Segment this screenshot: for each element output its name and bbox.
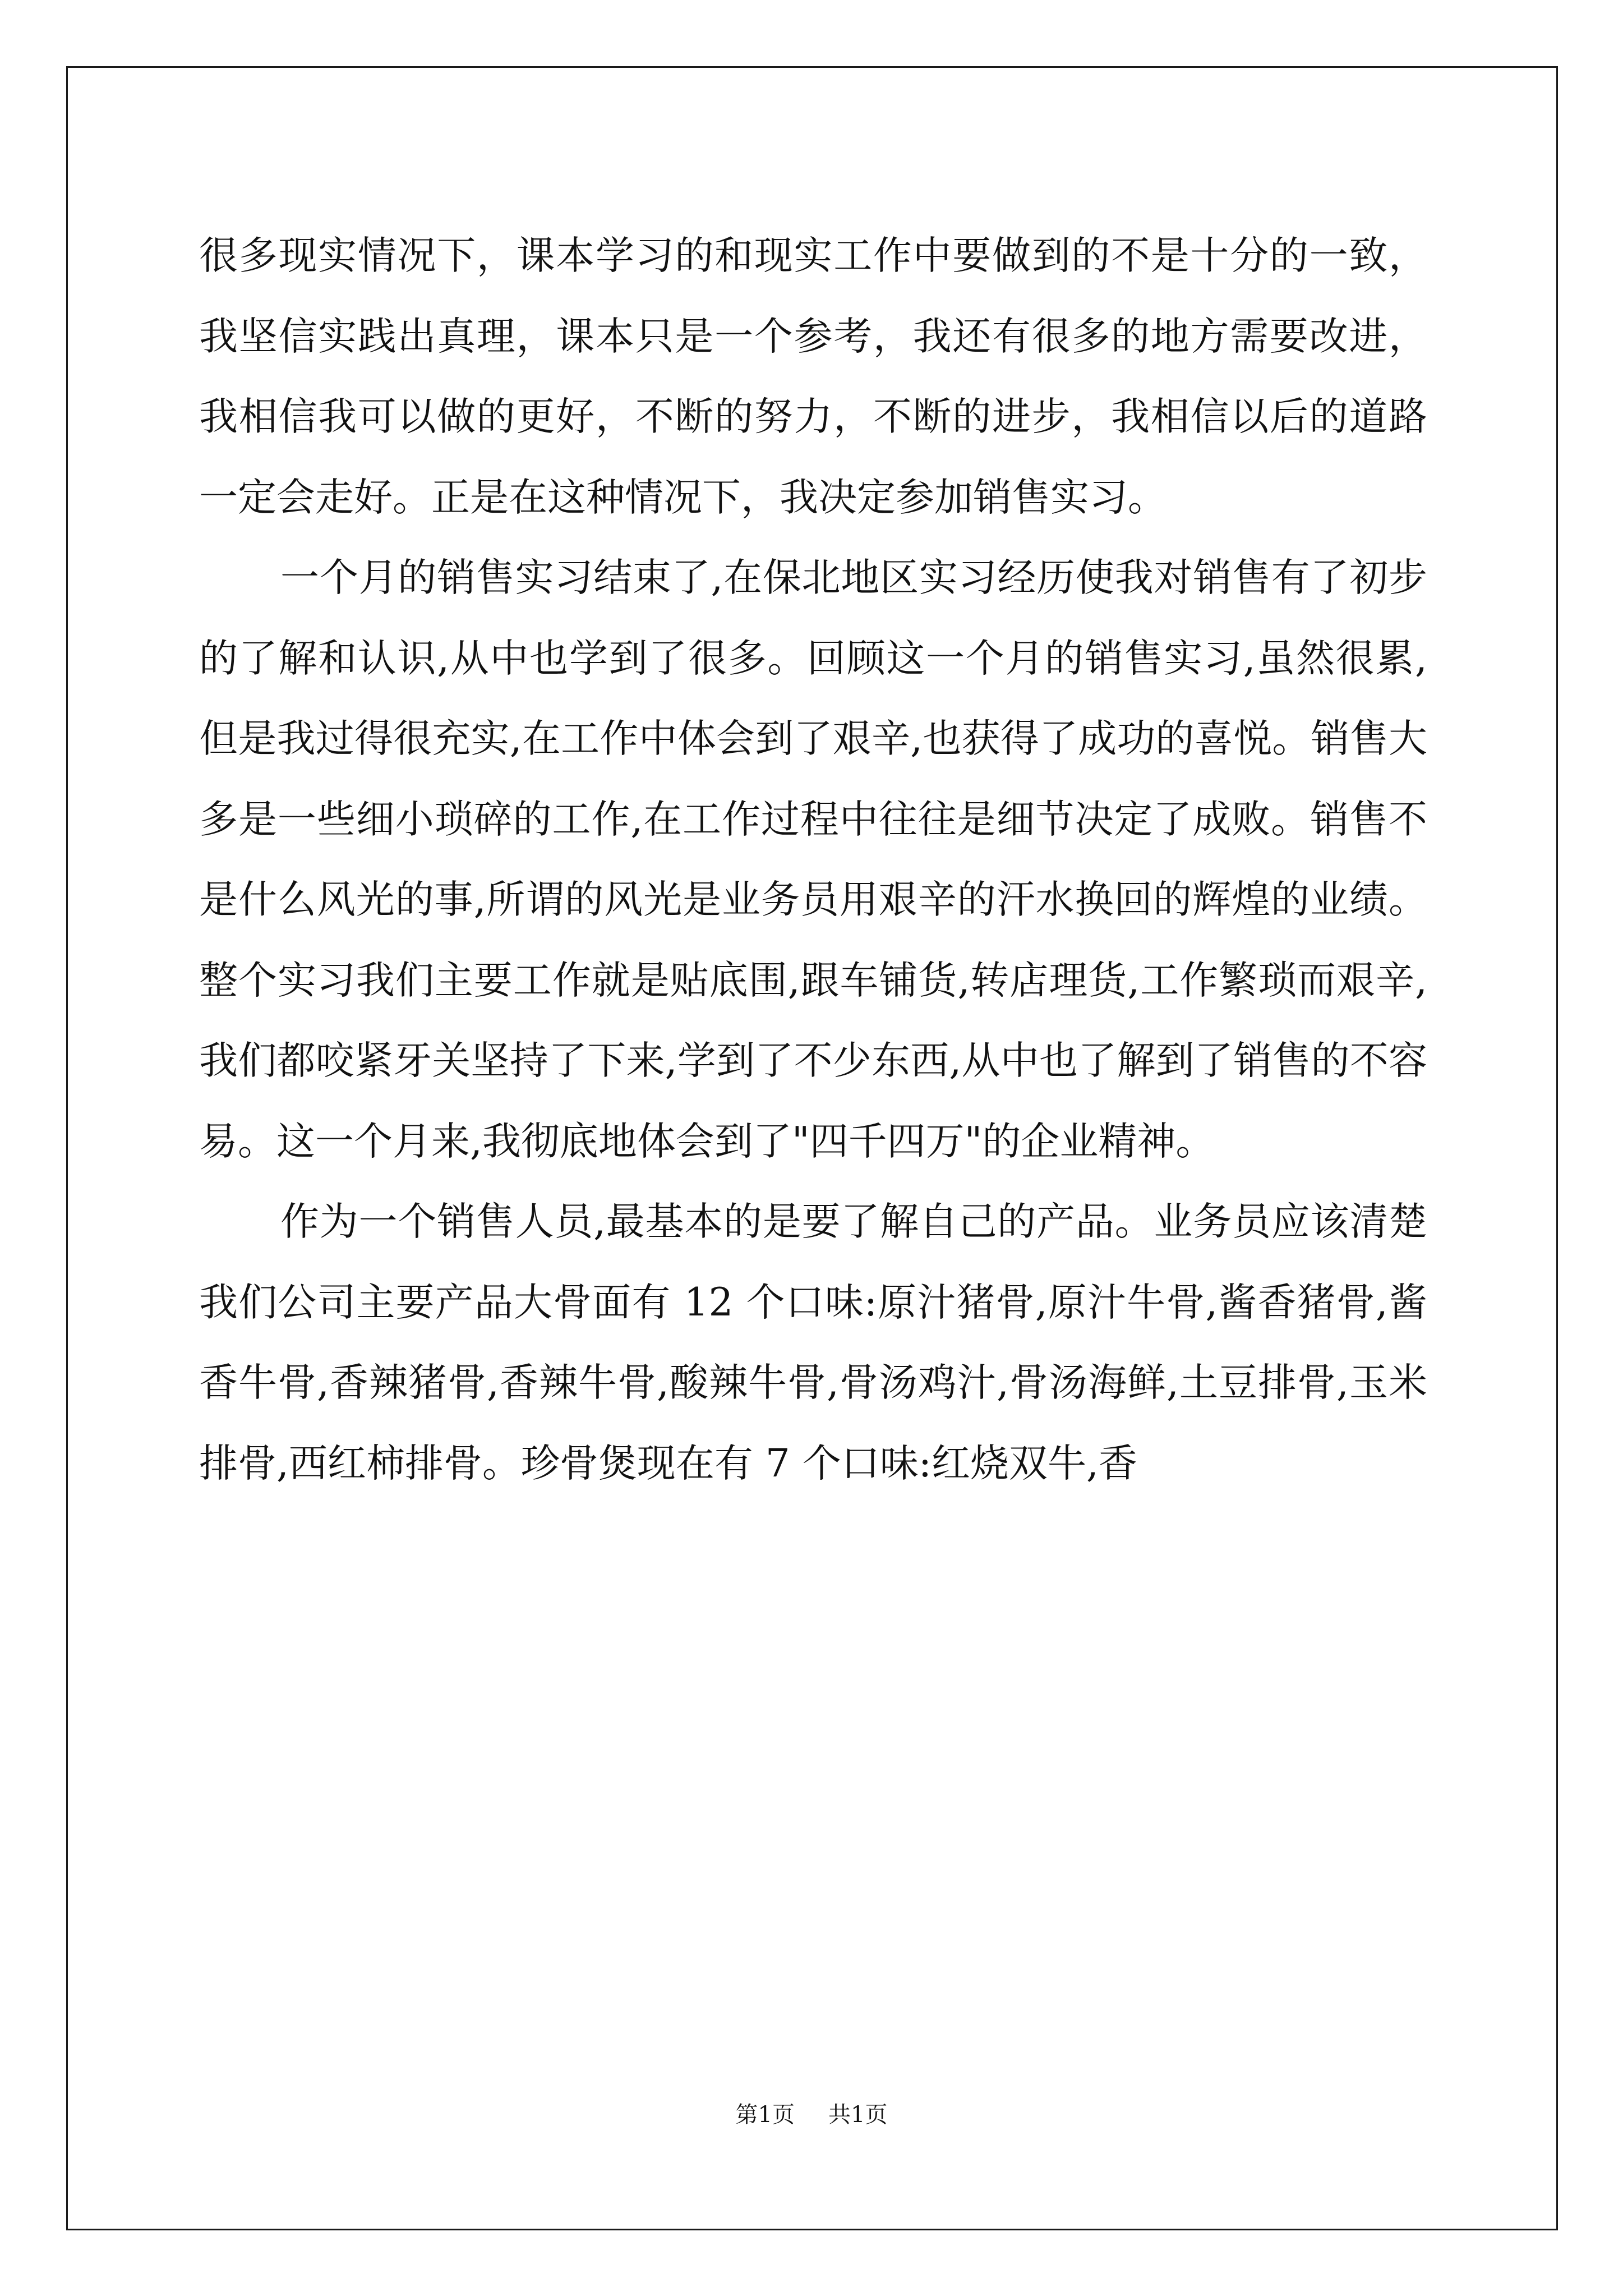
paragraph-1: 很多现实情况下，课本学习的和现实工作中要做到的不是十分的一致，我坚信实践出真理，课本只是一个参考，我还有很多的地方需要改进，我相信我可以做的更好，不断的努力，不断的进步，我相信以后的道路一定会走好。正是在这种情况下，我决定参加销售实习。 xyxy=(199,233,1427,520)
paragraph-3: 作为一个销售人员,最基本的是要了解自己的产品。业务员应该清楚我们公司主要产品大骨面有 12 个口味:原汁猪骨,原汁牛骨,酱香猪骨,酱香牛骨,香辣猪骨,香辣牛骨,酸辣牛骨,骨汤鸡汁,骨汤海鲜,土豆排骨,玉米排骨,西红柿排骨。珍骨煲现在有 7 个口味:红烧双牛,香 xyxy=(199,1199,1427,1486)
page-number: 第1页 xyxy=(735,2102,795,2128)
page-total: 共1页 xyxy=(828,2102,888,2128)
page-footer xyxy=(0,2097,1623,2129)
document-body xyxy=(199,216,1427,1504)
paragraph-2: 一个月的销售实习结束了,在保北地区实习经历使我对销售有了初步的了解和认识,从中也学到了很多。回顾这一个月的销售实习,虽然很累,但是我过得很充实,在工作中体会到了艰辛,也获得了成功的喜悦。销售大多是一些细小琐碎的工作,在工作过程中往往是细节决定了成败。销售不是什么风光的事,所谓的风光是业务员用艰辛的汗水换回的辉煌的业绩。整个实习我们主要工作就是贴底围,跟车铺货,转店理货,工作繁琐而艰辛,我们都咬紧牙关坚持了下来,学到了不少东西,从中也了解到了销售的不容易。这一个月来,我彻底地体会到了"四千四万"的企业精神。 xyxy=(199,555,1427,1164)
